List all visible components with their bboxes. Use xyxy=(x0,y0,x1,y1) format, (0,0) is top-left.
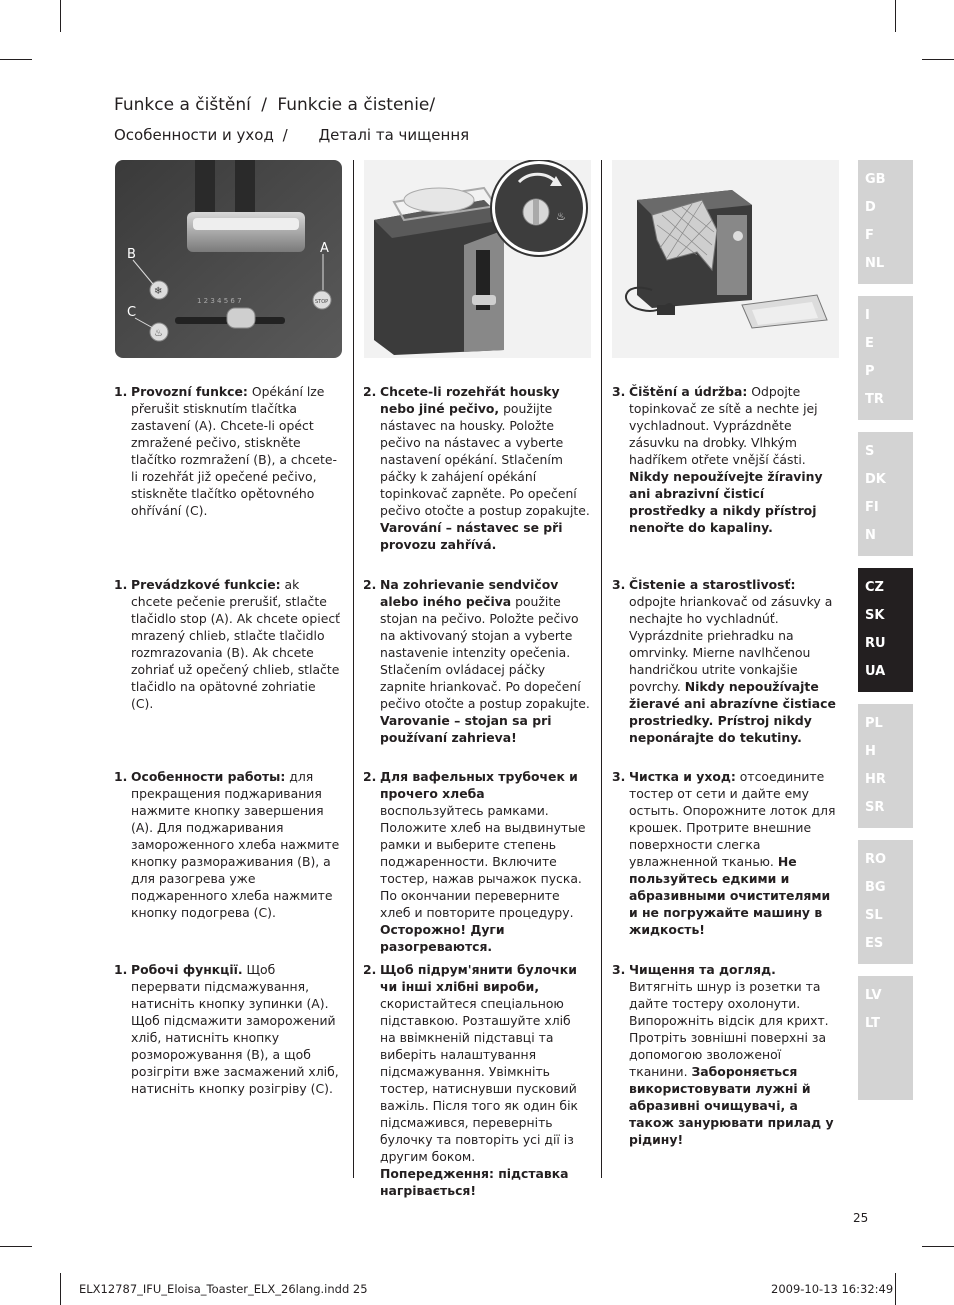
tab-group-3[interactable] xyxy=(858,432,913,556)
tab-gb[interactable]: GB xyxy=(865,172,886,187)
page-title xyxy=(114,95,435,115)
tab-group-2[interactable] xyxy=(858,296,913,420)
crop-mark xyxy=(0,59,32,60)
tab-ro[interactable]: RO xyxy=(865,852,887,867)
browning-scale: 1 2 3 4 5 6 7 xyxy=(197,297,242,305)
tab-group-4-active[interactable] xyxy=(858,568,913,692)
footer-filename: ELX12787_IFU_Eloisa_Toaster_ELX_26lang.indd 25 xyxy=(79,1282,368,1296)
tab-i[interactable]: I xyxy=(865,308,870,323)
warning-text: Varovanie – stojan sa pri používaní zahrieva! xyxy=(380,713,552,745)
tab-group-7[interactable] xyxy=(858,976,913,1100)
column-divider xyxy=(353,160,354,1178)
crop-mark xyxy=(0,1246,32,1247)
tab-sk[interactable]: SK xyxy=(865,608,885,623)
tab-group-5[interactable] xyxy=(858,704,913,828)
warning-text: Nikdy nepoužívajte žieravé ani abrazívne čistiace prostriedky. Prístroj nikdy neponárajte do tekutiny. xyxy=(629,679,836,745)
tab-e[interactable]: E xyxy=(865,336,874,351)
sk-item-1: 1. Prevádzkové funkcie: ak chcete pečenie prerušiť, stlačte tlačidlo stop (A). Ak chcete opiecť mrazený chlieb, stlačte tlačidlo rozmrazovania (B). Ak chcete zohriať už opečený chlieb, stlačte tlačidlo na opätovné zohriatie (C). xyxy=(114,577,340,711)
cleaning-illustration xyxy=(612,160,839,358)
ru-item-3: 3. Чистка и уход: отсоедините тостер от сети и дайте ему остыть. Опорожните лоток для крошек. Протрите внешние поверхности слегка увлажненной тканью. Не пользуйтесь едкими и абразивными очистителями и не погружайте машину в жидкость! xyxy=(612,769,836,937)
sk-item-2: 2. Na zohrievanie sendvičov alebo iného pečiva použite stojan na pečivo. Položte pečivo na aktivovaný stojan a vyberte nastavenie intenzity opečenia. Stlačením ovládacej páčky zapnite hriankovač. Po dopečení pečivo otočte a postup zopakujte. Varovanie – stojan sa pri používaní zahrieva! xyxy=(363,577,590,745)
warning-text: Varování – nástavec se při provozu zahřívá. xyxy=(380,520,563,552)
page-number: 25 xyxy=(853,1211,869,1225)
tab-ua[interactable]: UA xyxy=(865,664,886,679)
ua-item-2: 2. Щоб підрум'янити булочки чи інші хлібні вироби, скористайтеся спеціальною підставкою. Розташуйте хліб на ввімкненій підставці та виберіть налаштування підсмажування. Увімкніть тостер, натиснувши пусковий важіль. Після того як один бік підсмажився, переверніть булочку та повторіть усі дії із другим боком. Попередження: підставка нагрівається! xyxy=(363,962,578,1198)
crop-mark xyxy=(60,1273,61,1305)
warning-text: Забороняється використовувати лужні й абразивні очищувачі, а також занурювати прилад у рідину! xyxy=(629,1064,834,1147)
tab-n[interactable]: N xyxy=(865,528,876,543)
cz-item-3: 3. Čištění a údržba: Odpojte topinkovač ze sítě a nechte jej vychladnout. Vyprázdněte zásuvku na drobky. Vlhkým hadříkem otřete vnější části. Nikdy nepoužívejte žíraviny ani abrazivní čisticí prostředky a nikdy přístroj nenořte do kapaliny. xyxy=(612,384,823,535)
tab-sl[interactable]: SL xyxy=(865,908,883,923)
tab-pl[interactable]: PL xyxy=(865,716,883,731)
tab-ru[interactable]: RU xyxy=(865,636,886,651)
label-b: B xyxy=(127,247,136,262)
title-sk: Funkcie a čistenie/ xyxy=(277,95,436,115)
tab-bg[interactable]: BG xyxy=(865,880,886,895)
subtitle-ru: Особенности и уход xyxy=(114,126,274,144)
sk-item-3: 3. Čistenie a starostlivosť: odpojte hriankovač od zásuvky a nechajte ho vychladnúť. Vyprázdnite priehradku na omrvinky. Mierne navlhčenou handričkou utrite vonkajšie povrchy. Nikdy nepoužívajte žieravé ani abrazívne čistiace prostriedky. Prístroj nikdy neponárajte do tekutiny. xyxy=(612,577,836,745)
column-divider xyxy=(601,160,602,1178)
crop-mark xyxy=(922,1246,954,1247)
ru-item-2: 2. Для вафельных трубочек и прочего хлеба воспользуйтесь рамками. Положите хлеб на выдвинутые рамки и выберите степень поджаренности. Включите тостер, нажав рычажок пуска. По окончании переверните хлеб и повторите процедуру. Осторожно! Дуги разогреваются. xyxy=(363,769,586,954)
label-c: C xyxy=(127,305,137,320)
tab-hr[interactable]: HR xyxy=(865,772,886,787)
ru-item-1: 1. Особенности работы: для прекращения поджаривания нажмите кнопку завершения (A). Для поджаривания замороженного хлеба нажмите кнопку размораживания (B), а для разогрева уже поджаренного хлеба нажмите кнопку подогрева (C). xyxy=(114,769,340,920)
warning-text: Не пользуйтесь едкими и абразивными очистителями и не погружайте машину в жидкость! xyxy=(629,854,831,937)
tab-sr[interactable]: SR xyxy=(865,800,885,815)
warning-text: Nikdy nepoužívejte žíraviny ani abrazivní čisticí prostředky a nikdy přístroj nenořte do kapaliny. xyxy=(629,469,823,535)
control-panel-illustration xyxy=(115,160,342,358)
page-subtitle xyxy=(114,126,469,144)
tab-f[interactable]: F xyxy=(865,228,874,243)
tab-tr[interactable]: TR xyxy=(865,392,884,407)
tab-fi[interactable]: FI xyxy=(865,500,879,515)
warning-text: Попередження: підставка нагрівається! xyxy=(380,1166,569,1198)
tab-p[interactable]: P xyxy=(865,364,875,379)
svg-text:♨: ♨ xyxy=(556,210,566,223)
svg-text:♨: ♨ xyxy=(154,328,163,339)
svg-text:❄: ❄ xyxy=(154,286,163,297)
tab-dk[interactable]: DK xyxy=(865,472,886,487)
subtitle-ua: Деталі та чищення xyxy=(318,126,470,144)
tab-group-6[interactable] xyxy=(858,840,913,964)
tab-cz[interactable]: CZ xyxy=(865,580,884,595)
bun-warmer-illustration xyxy=(364,160,591,358)
title-cz: Funkce a čištění xyxy=(114,95,251,115)
crop-mark xyxy=(922,59,954,60)
tab-h[interactable]: H xyxy=(865,744,876,759)
title-separator: / xyxy=(261,95,267,115)
warning-text: Осторожно! Дуги разогреваются. xyxy=(380,922,505,954)
tab-group-1[interactable] xyxy=(858,160,913,284)
cz-item-2: 2. Chcete-li rozehřát housky nebo jiné pečivo, použijte nástavec na housky. Položte pečivo na nástavec a vyberte nastavení opékání. Stlačením páčky k zahájení opékání topinkovač zapněte. Po opečení pečivo otočte a postup zopakujte. Varování – nástavec se při provozu zahřívá. xyxy=(363,384,590,552)
tab-lt[interactable]: LT xyxy=(865,1016,880,1031)
tab-s[interactable]: S xyxy=(865,444,875,459)
crop-mark xyxy=(60,0,61,32)
tab-nl[interactable]: NL xyxy=(865,256,885,271)
cz-item-1: 1. Provozní funkce: Opékání lze přerušit stisknutím tlačítka zastavení (A). Chcete-li opéct zmražené pečivo, stiskněte tlačítko rozmražení (B), a chcete-li rozehřát již opečené pečivo, stiskněte tlačítko opětovného ohřívání (C). xyxy=(114,384,337,518)
crop-mark xyxy=(895,0,896,32)
ua-item-1: 1. Робочі функції. Щоб перервати підсмажування, натисніть кнопку зупинки (A). Щоб підсмажити заморожений хліб, натисніть кнопку розморожування (B), а щоб розігріти вже засмажений хліб, натисніть кнопку розігріву (C). xyxy=(114,962,339,1096)
tab-lv[interactable]: LV xyxy=(865,988,882,1003)
label-a: A xyxy=(320,241,329,256)
subtitle-separator: / xyxy=(282,126,288,144)
tab-es[interactable]: ES xyxy=(865,936,884,951)
footer-timestamp: 2009-10-13 16:32:49 xyxy=(771,1282,894,1296)
crop-mark xyxy=(895,1273,896,1305)
stop-label: STOP xyxy=(315,299,329,305)
tab-d[interactable]: D xyxy=(865,200,876,215)
ua-item-3: 3. Чищення та догляд. Витягніть шнур із розетки та дайте тостеру охолонути. Випорожніть відсік для крихт. Протріть зовнішні поверхні за допомогою зволоженої тканини. Забороняється використовувати лужні й абразивні очищувачі, а також занурювати прилад у рідину! xyxy=(612,962,834,1147)
